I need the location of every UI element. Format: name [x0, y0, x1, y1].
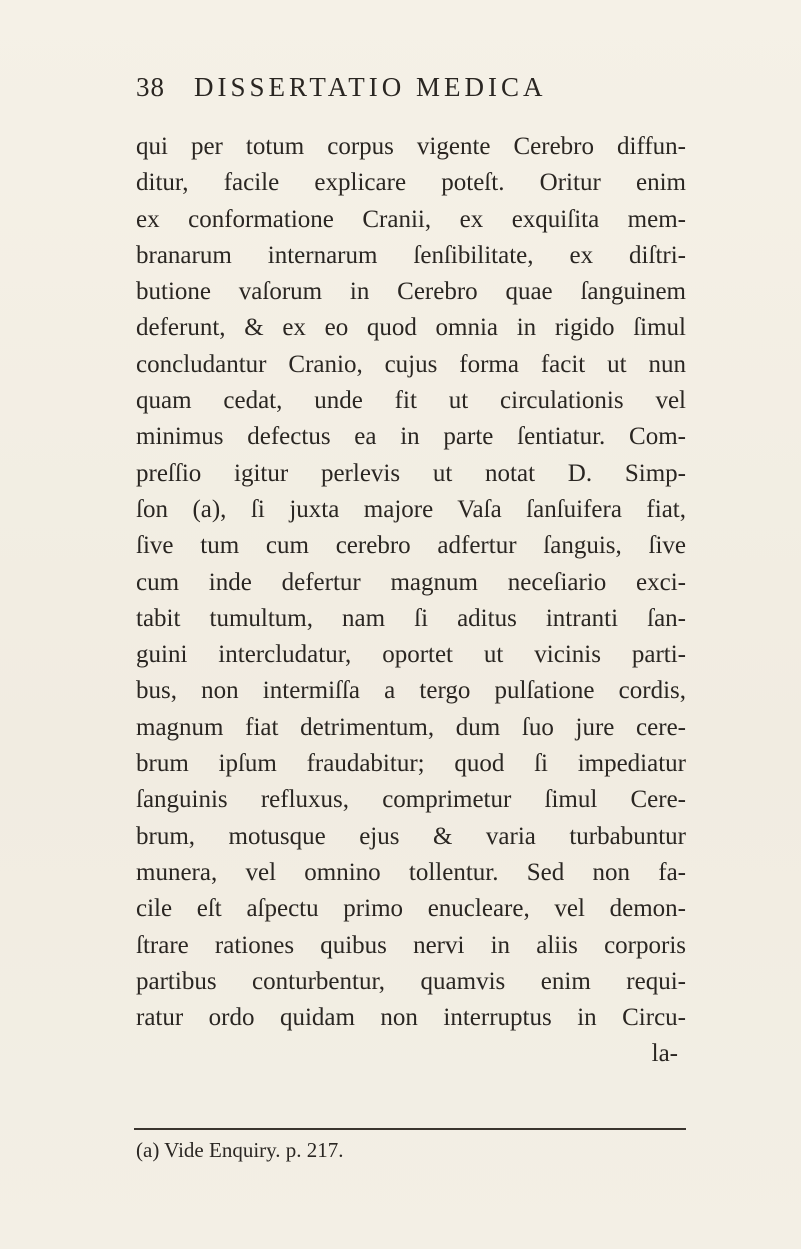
body-text — [136, 129, 686, 1073]
running-title: DISSERTATIO MEDICA — [194, 72, 547, 102]
page-header — [136, 72, 696, 112]
text-line: ſtrare rationes quibus nervi in aliis corporis — [136, 931, 686, 959]
text-line: branarum internarum ſenſibilitate, ex diſtri- — [136, 241, 686, 269]
page-number: 38 — [136, 72, 165, 102]
text-line: minimus defectus ea in parte ſentiatur. Com- — [136, 423, 686, 451]
text-line: magnum fiat detrimentum, dum ſuo jure cere- — [136, 713, 686, 741]
text-line: ſanguinis refluxus, comprimetur ſimul Cere- — [136, 786, 686, 814]
text-line: ratur ordo quidam non interruptus in Circu- — [136, 1004, 686, 1032]
text-line: brum, motusque ejus & varia turbabuntur — [136, 822, 686, 850]
text-line: ſive tum cum cerebro adfertur ſanguis, ſive — [136, 532, 686, 560]
text-line: quam cedat, unde fit ut circulationis vel — [136, 387, 686, 415]
text-line: butione vaſorum in Cerebro quae ſanguinem — [136, 278, 686, 306]
footnote: (a) Vide Enquiry. p. 217. — [136, 1138, 344, 1162]
text-line: brum ipſum fraudabitur; quod ſi impediatur — [136, 750, 686, 778]
text-line: qui per totum corpus vigente Cerebro diffun- — [136, 133, 686, 160]
text-line: ex conformatione Cranii, ex exquiſita mem- — [136, 205, 686, 233]
text-line: ſon (a), ſi juxta majore Vaſa ſanſuifera fiat, — [136, 495, 686, 523]
text-line: bus, non intermiſſa a tergo pulſatione cordis, — [136, 677, 686, 705]
footnote-rule — [134, 1128, 686, 1130]
catchword: la- — [651, 1040, 678, 1068]
text-line: cile eſt aſpectu primo enucleare, vel demon- — [136, 895, 686, 923]
text-line: munera, vel omnino tollentur. Sed non fa- — [136, 858, 686, 886]
text-line: deferunt, & ex eo quod omnia in rigido ſimul — [136, 314, 686, 342]
text-line: concludantur Cranio, cujus forma facit ut nun — [136, 350, 686, 378]
text-line: partibus conturbentur, quamvis enim requi- — [136, 967, 686, 995]
text-line: preſſio igitur perlevis ut notat D. Simp- — [136, 459, 686, 487]
text-line: guini intercludatur, oportet ut vicinis parti- — [136, 641, 686, 669]
text-line: tabit tumultum, nam ſi aditus intranti ſan- — [136, 604, 686, 632]
text-line: cum inde defertur magnum neceſiario exci- — [136, 568, 686, 596]
text-line: ditur, facile explicare poteſt. Oritur enim — [136, 169, 686, 197]
